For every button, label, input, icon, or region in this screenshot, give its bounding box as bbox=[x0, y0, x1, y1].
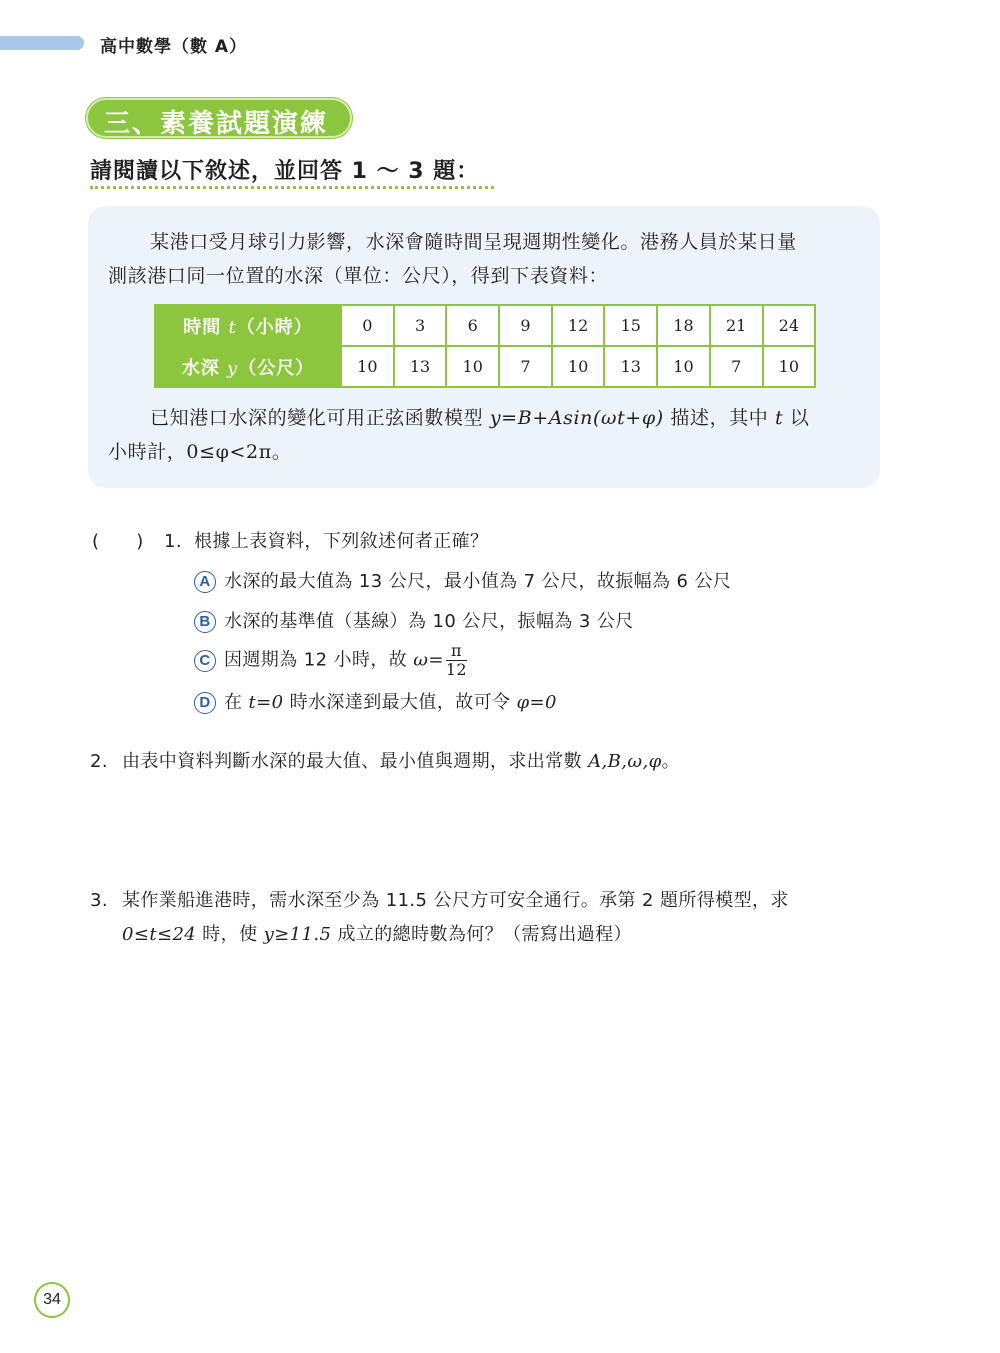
time-row bbox=[155, 305, 815, 346]
page-number: 34 bbox=[34, 1282, 70, 1318]
passage-line-1: 某港口受月球引力影響，水深會隨時間呈現週期性變化。港務人員於某日量 bbox=[150, 231, 797, 253]
depth-cell: 10 bbox=[552, 346, 605, 387]
q3-stem-line-2: 0≤t≤24 時，使 y≥11.5 成立的總時數為何？（需寫出過程） bbox=[122, 924, 632, 945]
dotted-underline bbox=[90, 186, 494, 189]
q2-number: 2. bbox=[90, 751, 108, 772]
choice-a-badge: A bbox=[194, 571, 216, 593]
time-cell: 12 bbox=[552, 305, 605, 346]
depth-row-header: 水深 y（公尺） bbox=[155, 346, 341, 387]
depth-cell: 13 bbox=[604, 346, 657, 387]
depth-row bbox=[155, 346, 815, 387]
time-cell: 3 bbox=[394, 305, 447, 346]
time-row-header: 時間 t（小時） bbox=[155, 305, 341, 346]
depth-cell: 7 bbox=[710, 346, 763, 387]
passage-range-line: 小時計，0≤φ<2π。 bbox=[108, 441, 292, 463]
choice-b-badge: B bbox=[194, 611, 216, 633]
choice-b[interactable]: B 水深的基準值（基線）為 10 公尺，振幅為 3 公尺 bbox=[194, 610, 634, 634]
instruction-heading: 請閱讀以下敘述，並回答 1 ～ 3 題： bbox=[90, 159, 480, 184]
q3-number: 3. bbox=[90, 890, 108, 911]
q1-stem: 根據上表資料，下列敘述何者正確？ bbox=[194, 531, 489, 552]
choice-c[interactable]: C 因週期為 12 小時，故 ω= $\frac{\pi}{12}$ bbox=[194, 642, 467, 679]
section-title: 三、素養試題演練 bbox=[104, 109, 329, 139]
section-banner bbox=[86, 98, 352, 138]
tide-data-table bbox=[154, 304, 816, 388]
passage-model-line: 已知港口水深的變化可用正弦函數模型 y=B+Asin(ωt+φ) 描述，其中 t 以 bbox=[150, 407, 810, 429]
q3-stem-line-1: 某作業船進港時，需水深至少為 11.5 公尺方可安全通行。承第 2 題所得模型，求 bbox=[122, 890, 789, 911]
depth-cell: 10 bbox=[446, 346, 499, 387]
book-title: 高中數學（數 A） bbox=[100, 37, 248, 57]
time-cell: 0 bbox=[341, 305, 394, 346]
choice-a[interactable]: A 水深的最大值為 13 公尺，最小值為 7 公尺，故振幅為 6 公尺 bbox=[194, 570, 731, 594]
phase-range: 0≤φ<2π bbox=[186, 441, 272, 463]
depth-cell: 10 bbox=[763, 346, 816, 387]
choice-c-badge: C bbox=[194, 650, 216, 672]
depth-cell: 10 bbox=[341, 346, 394, 387]
q1-number: 1. bbox=[164, 531, 182, 552]
omega-fraction: $\frac{\pi}{12}$ bbox=[445, 641, 468, 679]
passage-line-2: 測該港口同一位置的水深（單位：公尺），得到下表資料： bbox=[108, 265, 609, 287]
header-tab-bar bbox=[0, 36, 84, 50]
time-cell: 24 bbox=[763, 305, 816, 346]
depth-cell: 7 bbox=[499, 346, 552, 387]
model-formula: y=B+Asin(ωt+φ) bbox=[489, 407, 664, 429]
q2-stem: 由表中資料判斷水深的最大值、最小值與週期，求出常數 A,B,ω,φ。 bbox=[122, 751, 681, 772]
q1-answer-bracket[interactable]: ( ) bbox=[92, 531, 144, 552]
time-cell: 21 bbox=[710, 305, 763, 346]
time-cell: 6 bbox=[446, 305, 499, 346]
choice-d-badge: D bbox=[194, 692, 216, 714]
time-cell: 18 bbox=[657, 305, 710, 346]
choice-d[interactable]: D 在 t=0 時水深達到最大值，故可令 φ=0 bbox=[194, 691, 557, 715]
time-cell: 9 bbox=[499, 305, 552, 346]
depth-cell: 10 bbox=[657, 346, 710, 387]
time-cell: 15 bbox=[604, 305, 657, 346]
depth-cell: 13 bbox=[394, 346, 447, 387]
